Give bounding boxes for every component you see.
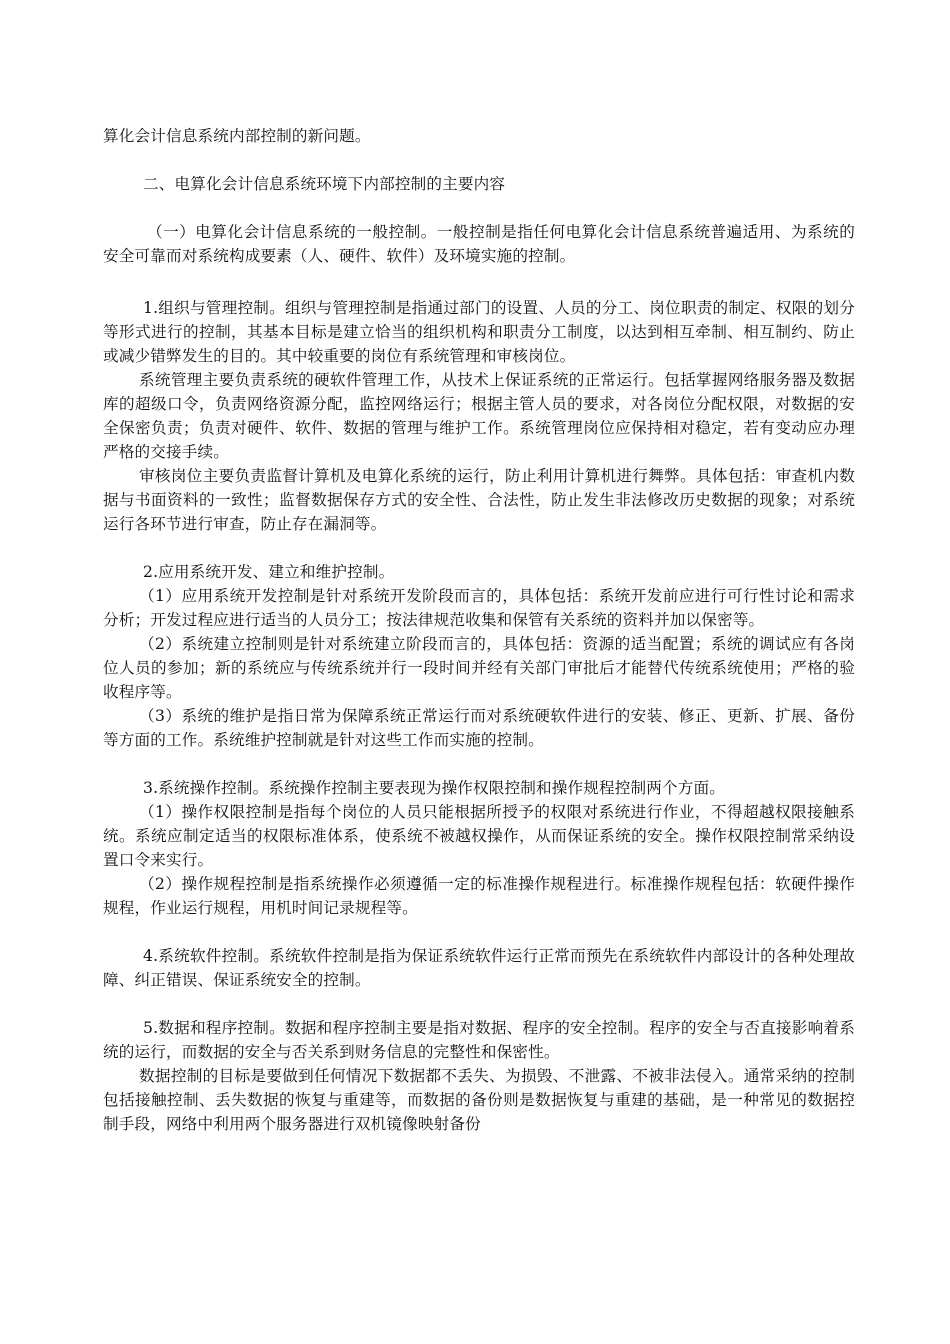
paragraph-spacer bbox=[103, 752, 855, 776]
paragraph-audit-position: 审核岗位主要负责监督计算机及电算化系统的运行，防止利用计算机进行舞弊。具体包括：审查机内数据与书面资料的一致性；监督数据保存方式的安全性、合法性，防止发生非法修改历史数据的现象；对系统运行各环节进行审查，防止存在漏洞等。 bbox=[103, 467, 855, 533]
item-application-system-control: 2.应用系统开发、建立和维护控制。 bbox=[143, 563, 395, 581]
document-body bbox=[103, 124, 855, 1136]
paragraph-maintenance-control: （3）系统的维护是指日常为保障系统正常运行而对系统硬软件进行的安装、修正、更新、扩展、备份等方面的工作。系统维护控制就是针对这些工作而实施的控制。 bbox=[103, 707, 855, 749]
paragraph-permission-control: （1）操作权限控制是指每个岗位的人员只能根据所授予的权限对系统进行作业，不得超越权限接触系统。系统应制定适当的权限标准体系，使系统不被越权操作，从而保证系统的安全。操作权限控制常采纳设置口令来实行。 bbox=[103, 803, 855, 869]
paragraph-spacer bbox=[103, 268, 855, 296]
paragraph-spacer bbox=[103, 536, 855, 560]
item-organization-control: 1.组织与管理控制。组织与管理控制是指通过部门的设置、人员的分工、岗位职责的制定、权限的划分等形式进行的控制，其基本目标是建立恰当的组织机构和职责分工制度，以达到相互牵制、相互制约、防止或减少错弊发生的目的。其中较重要的岗位有系统管理和审核岗位。 bbox=[103, 299, 855, 365]
paragraph-establishment-control: （2）系统建立控制则是针对系统建立阶段而言的，具体包括：资源的适当配置；系统的调试应有各岗位人员的参加；新的系统应与传统系统并行一段时间并经有关部门审批后才能替代传统系统使用；严格的验收程序等。 bbox=[103, 635, 855, 701]
paragraph-continuation: 算化会计信息系统内部控制的新问题。 bbox=[103, 127, 371, 145]
paragraph-spacer bbox=[103, 992, 855, 1016]
paragraph-procedure-control: （2）操作规程控制是指系统操作必须遵循一定的标准操作规程进行。标准操作规程包括：软硬件操作规程，作业运行规程，用机时间记录规程等。 bbox=[103, 875, 855, 917]
item-software-control: 4.系统软件控制。系统软件控制是指为保证系统软件运行正常而预先在系统软件内部设计的各种处理故障、纠正错误、保证系统安全的控制。 bbox=[103, 947, 855, 989]
paragraph-spacer bbox=[103, 196, 855, 220]
section-heading: 二、电算化会计信息系统环境下内部控制的主要内容 bbox=[143, 175, 506, 193]
item-operation-control: 3.系统操作控制。系统操作控制主要表现为操作权限控制和操作规程控制两个方面。 bbox=[143, 779, 725, 797]
paragraph-spacer bbox=[103, 920, 855, 944]
paragraph-spacer bbox=[103, 148, 855, 172]
paragraph-data-control: 数据控制的目标是要做到任何情况下数据都不丢失、为损毁、不泄露、不被非法侵入。通常采纳的控制包括接触控制、丢失数据的恢复与重建等，而数据的备份则是数据恢复与重建的基础，是一种常见的数据控制手段，网络中利用两个服务器进行双机镜像映射备份 bbox=[103, 1067, 855, 1133]
paragraph-development-control: （1）应用系统开发控制是针对系统开发阶段而言的，具体包括：系统开发前应进行可行性讨论和需求分析；开发过程应进行适当的人员分工；按法律规范收集和保管有关系统的资料并加以保密等。 bbox=[103, 587, 855, 629]
item-data-program-control: 5.数据和程序控制。数据和程序控制主要是指对数据、程序的安全控制。程序的安全与否直接影响着系统的运行，而数据的安全与否关系到财务信息的完整性和保密性。 bbox=[103, 1019, 855, 1061]
subsection-general-control: （一）电算化会计信息系统的一般控制。一般控制是指任何电算化会计信息系统普遍适用、为系统的安全可靠而对系统构成要素（人、硬件、软件）及环境实施的控制。 bbox=[103, 223, 855, 265]
paragraph-system-management: 系统管理主要负责系统的硬软件管理工作，从技术上保证系统的正常运行。包括掌握网络服务器及数据库的超级口令，负责网络资源分配，监控网络运行；根据主管人员的要求，对各岗位分配权限，对数据的安全保密负责；负责对硬件、软件、数据的管理与维护工作。系统管理岗位应保持相对稳定，若有变动应办理严格的交接手续。 bbox=[103, 371, 855, 461]
